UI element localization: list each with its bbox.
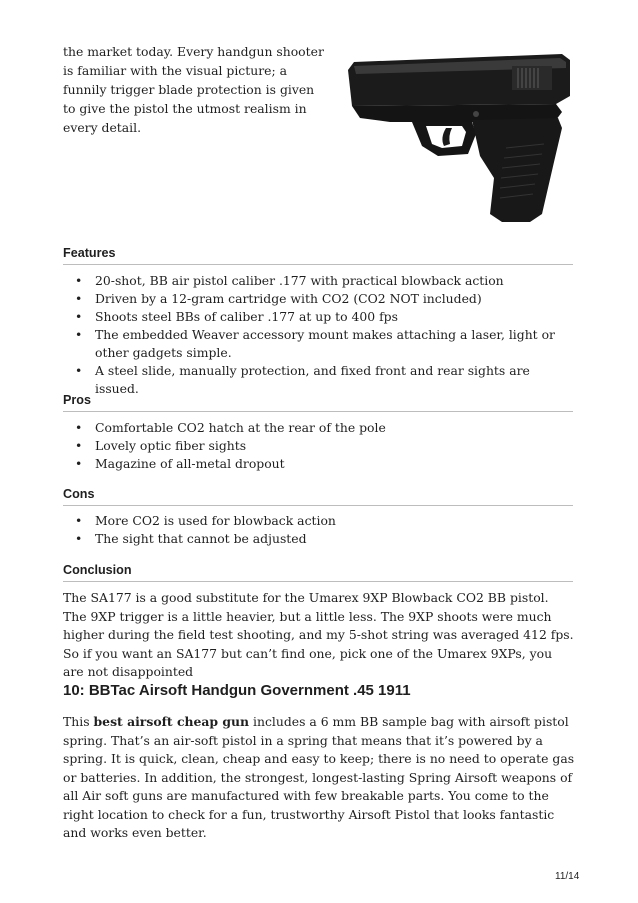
intro-paragraph (63, 42, 325, 137)
list-item: • Lovely optic fiber sights (63, 437, 573, 455)
list-item: • A steel slide, manually protection, and fixed front and rear sights are issued. (63, 362, 573, 398)
cons-list (63, 512, 573, 548)
conclusion-text: The SA177 is a good substitute for the Umarex 9XP Blowback CO2 BB pistol. The 9XP trigger is a little heavier, but a little less. The 9XP shoots were much higher during the field test shooting, and my 5-shot string was averaged 412 fps. So if you want an SA177 but can’t find one, pick one of the Umarex 9XPs, you are not disappointed (63, 590, 574, 679)
conclusion-divider (63, 581, 573, 582)
list-item: • The embedded Weaver accessory mount makes attaching a laser, light or other gadgets simple. (63, 326, 573, 362)
features-heading: Features (63, 246, 116, 260)
pros-divider (63, 411, 573, 412)
intro-text: the market today. Every handgun shooter is familiar with the visual picture; a funnily trigger blade protection is given to give the pistol the utmost realism in every detail. (63, 44, 324, 135)
list-item: • Comfortable CO2 hatch at the rear of the pole (63, 419, 573, 437)
section-heading: 10: BBTac Airsoft Handgun Government .45 1911 (63, 682, 411, 699)
page-number: 11/14 (555, 871, 580, 882)
conclusion-heading: Conclusion (63, 563, 132, 577)
features-divider (63, 264, 573, 265)
list-item: • 20-shot, BB air pistol caliber .177 with practical blowback action (63, 272, 573, 290)
pistol-image (330, 38, 580, 228)
features-list (63, 272, 573, 398)
section-body-text: includes a 6 mm BB sample bag with airsoft pistol spring. That’s an air-soft pistol in a spring that means that it’s powered by a spring. It is quick, clean, cheap and easy to keep; there is no need to operate gas or batteries. In addition, the strongest, longest-lasting Spring Airsoft weapons of all Air soft guns are manufactured with few breakable parts. You come to the right location to check for a fun, trustworthy Airsoft Pistol that looks fantastic and works even better. (63, 714, 575, 840)
section-lead-text: This (63, 714, 94, 729)
pros-list (63, 419, 573, 473)
list-item: • More CO2 is used for blowback action (63, 512, 573, 530)
pros-heading: Pros (63, 393, 91, 407)
cons-divider (63, 505, 573, 506)
list-item: • Magazine of all-metal dropout (63, 455, 573, 473)
cons-heading: Cons (63, 487, 95, 501)
list-item: • Shoots steel BBs of caliber .177 at up to 400 fps (63, 308, 573, 326)
list-item: • The sight that cannot be adjusted (63, 530, 573, 548)
list-item: • Driven by a 12-gram cartridge with CO2 (CO2 NOT included) (63, 290, 573, 308)
bold-keyword: best airsoft cheap gun (93, 714, 250, 729)
section-paragraph (63, 713, 575, 843)
